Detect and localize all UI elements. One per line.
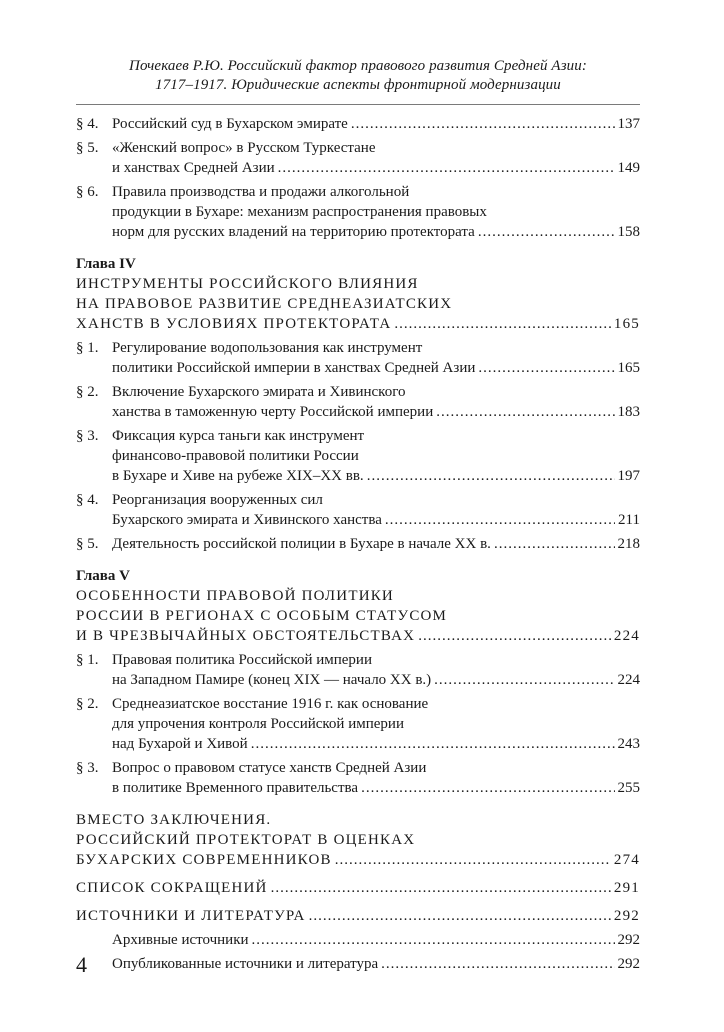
sources-entry[interactable]	[76, 906, 640, 926]
chapter-title-last-line: И В ЧРЕЗВЫЧАЙНЫХ ОБСТОЯТЕЛЬСТВАХ	[76, 628, 416, 644]
toc-section[interactable]	[76, 338, 640, 378]
leader-dots	[394, 314, 611, 334]
leader-dots	[381, 954, 614, 974]
section-number: § 1.	[76, 340, 99, 356]
running-header-line-1: Почекаев Р.Ю. Российский фактор правового развития Средней Азии:	[129, 58, 587, 74]
leader-dots	[478, 222, 615, 242]
section-title-line: продукции в Бухаре: механизм распространения правовых	[112, 204, 487, 220]
section-title-line: финансово-правовой политики России	[112, 448, 359, 464]
chapter-title[interactable]	[76, 274, 640, 334]
page-number: 224	[617, 672, 640, 688]
page-number: 274	[613, 852, 640, 868]
section-number: § 3.	[76, 428, 99, 444]
page-number: 255	[617, 780, 640, 796]
section-number: § 5.	[76, 140, 99, 156]
toc-section[interactable]	[76, 182, 640, 242]
chapter-label: Глава V	[76, 568, 130, 584]
toc-section[interactable]	[76, 138, 640, 178]
chapter-label: Глава IV	[76, 256, 136, 272]
conclusion-title-line: РОССИЙСКИЙ ПРОТЕКТОРАТ В ОЦЕНКАХ	[76, 832, 416, 848]
page-number: 197	[617, 468, 640, 484]
toc-section[interactable]	[76, 694, 640, 754]
section-title-line: Включение Бухарского эмирата и Хивинского	[112, 384, 406, 400]
leader-dots	[335, 850, 611, 870]
section-title: норм для русских владений на территорию протектората	[112, 224, 475, 240]
subentry-title: Архивные источники	[112, 932, 249, 948]
running-header	[76, 57, 640, 95]
chapter-title-line: РОССИИ В РЕГИОНАХ С ОСОБЫМ СТАТУСОМ	[76, 608, 448, 624]
toc-section[interactable]	[76, 426, 640, 486]
page-number: 165	[617, 360, 640, 376]
section-title: над Бухарой и Хивой	[112, 736, 248, 752]
page-number: 243	[617, 736, 640, 752]
chapter-title-line: ИНСТРУМЕНТЫ РОССИЙСКОГО ВЛИЯНИЯ	[76, 276, 419, 292]
page-number: 183	[617, 404, 640, 420]
conclusion-title-last-line: БУХАРСКИХ СОВРЕМЕННИКОВ	[76, 852, 332, 868]
toc-section[interactable]	[76, 114, 640, 134]
header-rule	[76, 104, 640, 105]
section-title: в политике Временного правительства	[112, 780, 359, 796]
section-title: Деятельность российской полиции в Бухаре в начале XX в.	[112, 536, 491, 552]
page-number: 211	[618, 512, 640, 528]
section-title: Бухарского эмирата и Хивинского ханства	[112, 512, 382, 528]
page-number: 137	[617, 116, 640, 132]
leader-dots	[278, 158, 615, 178]
section-title-line: Среднеазиатское восстание 1916 г. как основание	[112, 696, 429, 712]
section-title-line: Реорганизация вооруженных сил	[112, 492, 323, 508]
page-number: 291	[613, 880, 640, 896]
section-title: и ханствах Средней Азии	[112, 160, 275, 176]
leader-dots	[385, 510, 615, 530]
conclusion-title-line: ВМЕСТО ЗАКЛЮЧЕНИЯ.	[76, 812, 272, 828]
leader-dots	[351, 114, 615, 134]
page-number: 165	[613, 316, 640, 332]
section-title: Российский суд в Бухарском эмирате	[112, 116, 348, 132]
section-title-line: «Женский вопрос» в Русском Туркестане	[112, 140, 376, 156]
leader-dots	[367, 466, 615, 486]
leader-dots	[434, 670, 614, 690]
chapter-title-last-line: ХАНСТВ В УСЛОВИЯХ ПРОТЕКТОРАТА	[76, 316, 392, 332]
leader-dots	[418, 626, 611, 646]
section-number: § 3.	[76, 760, 99, 776]
running-header-line-2: 1717–1917. Юридические аспекты фронтирной модернизации	[155, 77, 561, 93]
toc-section[interactable]	[76, 534, 640, 554]
page-number: 158	[617, 224, 640, 240]
page-number: 292	[617, 932, 640, 948]
chapter-title-line: НА ПРАВОВОЕ РАЗВИТИЕ СРЕДНЕАЗИАТСКИХ	[76, 296, 453, 312]
section-title-line: для упрочения контроля Российской империи	[112, 716, 404, 732]
leader-dots	[436, 402, 614, 422]
section-title-line: Вопрос о правовом статусе ханств Средней Азии	[112, 760, 427, 776]
leader-dots	[361, 778, 614, 798]
page-number: 292	[613, 908, 640, 924]
leader-dots	[309, 906, 611, 926]
leader-dots	[251, 734, 615, 754]
abbreviations-entry[interactable]	[76, 878, 640, 898]
leader-dots	[494, 534, 615, 554]
subentry-title: Опубликованные источники и литература	[112, 956, 379, 972]
sources-title: ИСТОЧНИКИ И ЛИТЕРАТУРА	[76, 908, 306, 924]
section-title: в Бухаре и Хиве на рубеже XIX–XX вв.	[112, 468, 364, 484]
page-number: 149	[617, 160, 640, 176]
section-number: § 5.	[76, 536, 99, 552]
sources-subentry[interactable]	[76, 930, 640, 950]
section-title: политики Российской империи в ханствах Средней Азии	[112, 360, 476, 376]
conclusion-entry[interactable]	[76, 810, 640, 870]
chapter-title-line: ОСОБЕННОСТИ ПРАВОВОЙ ПОЛИТИКИ	[76, 588, 394, 604]
section-number: § 1.	[76, 652, 99, 668]
section-title: ханства в таможенную черту Российской империи	[112, 404, 434, 420]
toc-section[interactable]	[76, 758, 640, 798]
page-number: 218	[617, 536, 640, 552]
chapter-title[interactable]	[76, 586, 640, 646]
leader-dots	[478, 358, 614, 378]
section-title: на Западном Памире (конец XIX — начало XX в.)	[112, 672, 432, 688]
leader-dots	[252, 930, 615, 950]
sources-subentry[interactable]	[76, 954, 640, 974]
toc-section[interactable]	[76, 490, 640, 530]
toc-section[interactable]	[76, 650, 640, 690]
page-folio: 4	[76, 952, 87, 977]
section-title-line: Правила производства и продажи алкогольной	[112, 184, 410, 200]
section-number: § 4.	[76, 492, 99, 508]
section-number: § 2.	[76, 696, 99, 712]
table-of-contents	[76, 114, 640, 974]
section-title-line: Фиксация курса таньги как инструмент	[112, 428, 365, 444]
abbreviations-title: СПИСОК СОКРАЩЕНИЙ	[76, 880, 268, 896]
section-number: § 2.	[76, 384, 99, 400]
section-title-line: Регулирование водопользования как инструмент	[112, 340, 423, 356]
page-number: 292	[617, 956, 640, 972]
section-number: § 6.	[76, 184, 99, 200]
section-number: § 4.	[76, 116, 99, 132]
leader-dots	[271, 878, 611, 898]
toc-section[interactable]	[76, 382, 640, 422]
page-number: 224	[613, 628, 640, 644]
section-title-line: Правовая политика Российской империи	[112, 652, 372, 668]
